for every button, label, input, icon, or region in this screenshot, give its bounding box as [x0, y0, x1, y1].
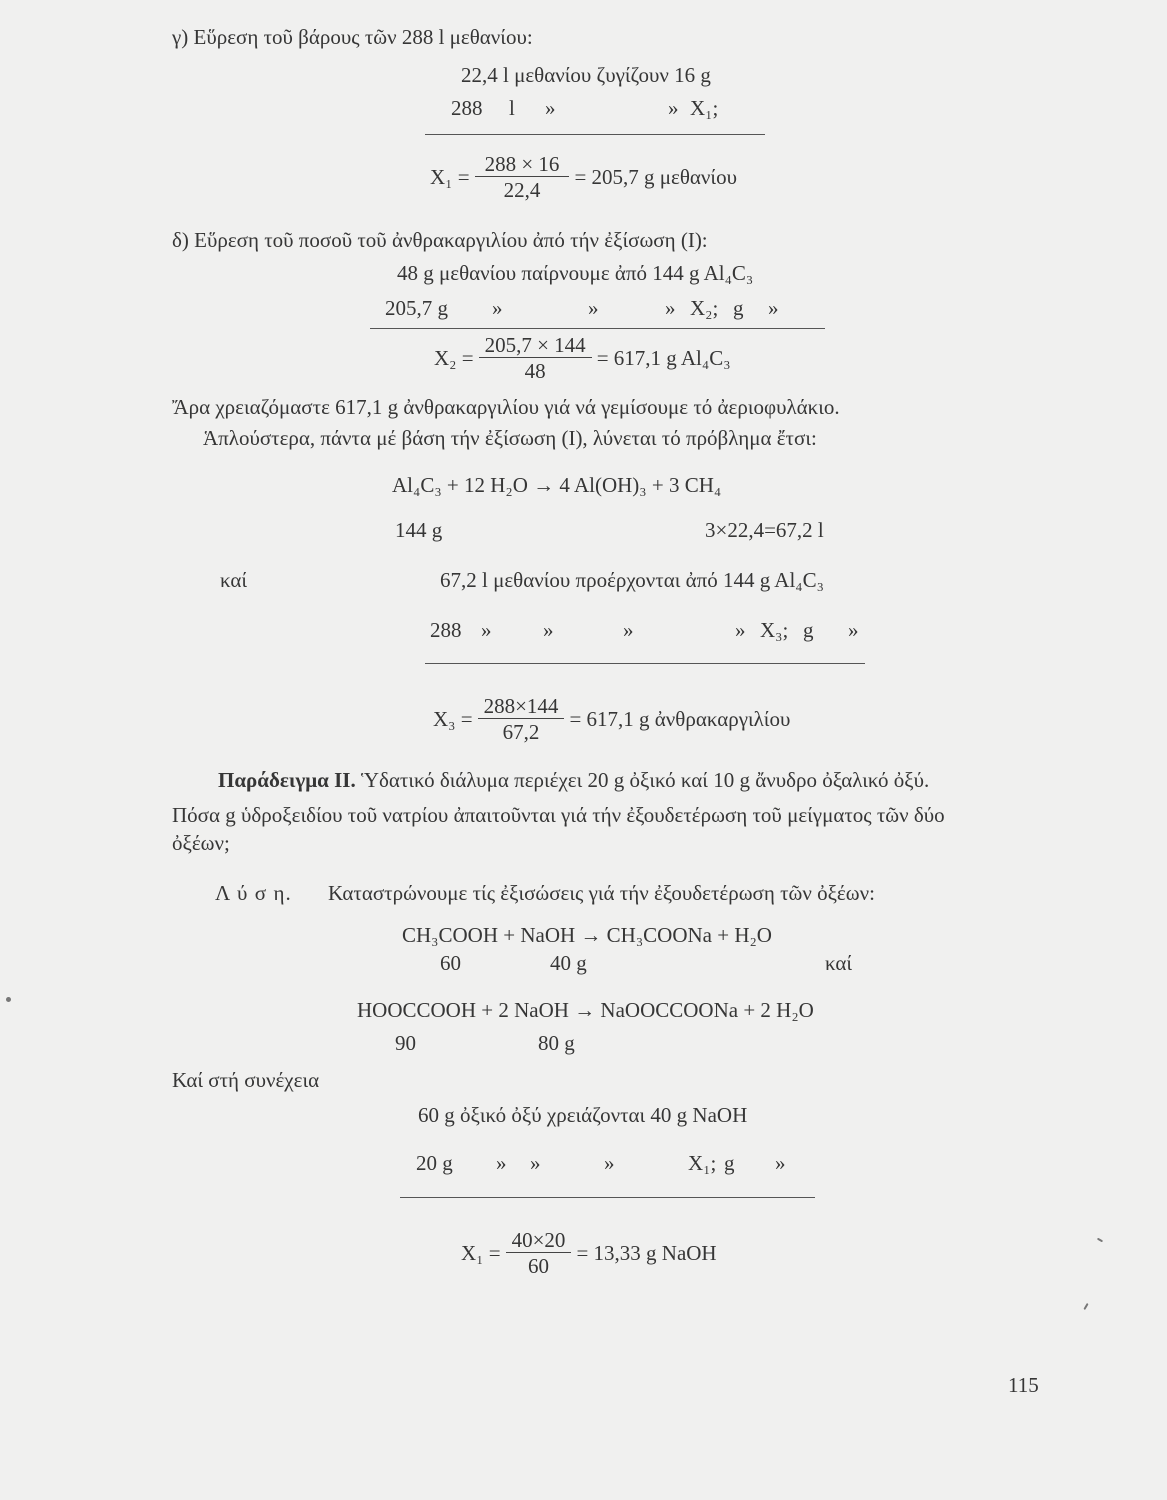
proportion-cell: »: [530, 1151, 541, 1175]
proportion-row: 60 g ὀξικό ὀξύ χρειάζονται 40 g NaOH: [418, 1103, 748, 1127]
result-equation: [433, 695, 790, 743]
equation-quantity: 90: [395, 1031, 416, 1055]
proportion-cell: »: [481, 618, 492, 642]
fraction-denominator: 22,4: [503, 178, 541, 202]
fraction: [479, 334, 592, 382]
page-number: 115: [1008, 1373, 1039, 1397]
connector-word: καί: [220, 568, 248, 592]
proportion-cell: g: [733, 296, 744, 320]
proportion-cell: »: [665, 296, 676, 320]
proportion-cell: »: [668, 96, 679, 120]
proportion-rule: [425, 134, 765, 135]
result-equation: [430, 153, 737, 201]
scan-speck: [6, 997, 11, 1002]
proportion-row: 22,4 l μεθανίου ζυγίζουν 16 g: [461, 63, 711, 87]
result-equation: [461, 1229, 717, 1277]
fraction-denominator: 60: [528, 1254, 550, 1278]
chemical-equation: CH₃COOH + NaOH → CH₃COONa + H₂O: [402, 923, 772, 947]
proportion-cell: »: [735, 618, 746, 642]
connector-word: καί: [825, 951, 853, 975]
proportion-cell: X₁;: [688, 1151, 717, 1175]
fraction: [475, 153, 570, 201]
proportion-cell: »: [492, 296, 503, 320]
proportion-cell: 288: [451, 96, 483, 120]
proportion-row: 67,2 l μεθανίου προέρχονται ἀπό 144 g Al₄C₃: [440, 568, 824, 592]
proportion-cell: »: [775, 1151, 786, 1175]
proportion-cell: »: [604, 1151, 615, 1175]
equation-rhs: = 205,7 g μεθανίου: [574, 165, 737, 189]
chemical-equation: Al₄C₃ + 12 H₂O → 4 Al(OH)₃ + 3 CH₄: [392, 473, 722, 497]
chemical-equation: HOOCCOOH + 2 NaOH → NaOOCCOONa + 2 H₂O: [357, 998, 814, 1022]
equation-quantity: 60: [440, 951, 461, 975]
proportion-rule: [425, 663, 865, 664]
fraction-numerator: 288 × 16: [475, 153, 570, 177]
proportion-cell: 20 g: [416, 1151, 453, 1175]
fraction: [478, 695, 565, 743]
proportion-cell: 288: [430, 618, 462, 642]
equation-rhs: = 617,1 g ἀνθρακαργιλίου: [569, 707, 791, 731]
continuation-text: Καί στή συνέχεια: [172, 1068, 320, 1092]
fraction: [506, 1229, 572, 1277]
fraction-denominator: 67,2: [502, 720, 540, 744]
proportion-cell: »: [623, 618, 634, 642]
equation-lhs: X₂ =: [434, 346, 474, 370]
scan-speck: [1083, 1303, 1088, 1310]
proportion-cell: X₂;: [690, 296, 719, 320]
simpler-intro: Ἁπλούστερα, πάντα μέ βάση τήν ἐξίσωση (I), λύνεται τό πρόβλημα ἔτσι:: [203, 426, 817, 450]
scan-speck: [1097, 1238, 1103, 1243]
example-label: Παράδειγμα II.: [218, 768, 356, 792]
equation-quantity: 80 g: [538, 1031, 575, 1055]
conclusion-text: Ἄρα χρειαζόμαστε 617,1 g ἀνθρακαργιλίου γιά νά γεμίσουμε τό ἀεριοφυλάκιο.: [172, 395, 840, 419]
proportion-cell: »: [545, 96, 556, 120]
proportion-cell: 205,7 g: [385, 296, 448, 320]
proportion-rule: [370, 328, 825, 329]
proportion-cell: g: [724, 1151, 735, 1175]
example-statement-text: Ὑδατικό διάλυμα περιέχει 20 g ὀξικό καί 10 g ἄνυδρο ὀξαλικό ὀξύ.: [360, 768, 930, 792]
proportion-cell: »: [768, 296, 779, 320]
fraction-numerator: 205,7 × 144: [479, 334, 592, 358]
equation-quantity: 40 g: [550, 951, 587, 975]
proportion-cell: X₁;: [690, 96, 719, 120]
equation-rhs: = 617,1 g Al₄C₃: [596, 346, 731, 370]
proportion-rule: [400, 1197, 815, 1198]
fraction-numerator: 40×20: [506, 1229, 572, 1253]
example-statement-line: ὀξέων;: [172, 831, 230, 855]
example-statement-line: [218, 768, 929, 792]
proportion-row: 48 g μεθανίου παίρνουμε ἀπό 144 g Al₄C₃: [397, 261, 754, 285]
example-statement-line: Πόσα g ὑδροξειδίου τοῦ νατρίου ἀπαιτοῦνται γιά τήν ἐξουδετέρωση τοῦ μείγματος τῶν δύο: [172, 803, 945, 827]
proportion-cell: »: [848, 618, 859, 642]
equation-lhs: X₁ =: [430, 165, 470, 189]
proportion-cell: X₃;: [760, 618, 789, 642]
result-equation: [434, 334, 731, 382]
proportion-cell: »: [543, 618, 554, 642]
part-delta-heading: δ) Εὕρεση τοῦ ποσοῦ τοῦ ἀνθρακαργιλίου ἀπό τήν ἐξίσωση (I):: [172, 228, 708, 252]
proportion-cell: »: [496, 1151, 507, 1175]
equation-lhs: X₁ =: [461, 1241, 501, 1265]
proportion-cell: l: [509, 96, 515, 120]
proportion-cell: g: [803, 618, 814, 642]
fraction-numerator: 288×144: [478, 695, 565, 719]
solution-label: Λ ύ σ η.: [215, 881, 292, 905]
equation-lhs: X₃ =: [433, 707, 473, 731]
equation-quantity: 3×22,4=67,2 l: [705, 518, 824, 542]
fraction-denominator: 48: [524, 359, 546, 383]
part-gamma-heading: γ) Εὕρεση τοῦ βάρους τῶν 288 l μεθανίου:: [172, 25, 533, 49]
equation-quantity: 144 g: [395, 518, 443, 542]
proportion-cell: »: [588, 296, 599, 320]
solution-intro: Καταστρώνουμε τίς ἐξισώσεις γιά τήν ἐξουδετέρωση τῶν ὀξέων:: [328, 881, 875, 905]
equation-rhs: = 13,33 g NaOH: [576, 1241, 717, 1265]
